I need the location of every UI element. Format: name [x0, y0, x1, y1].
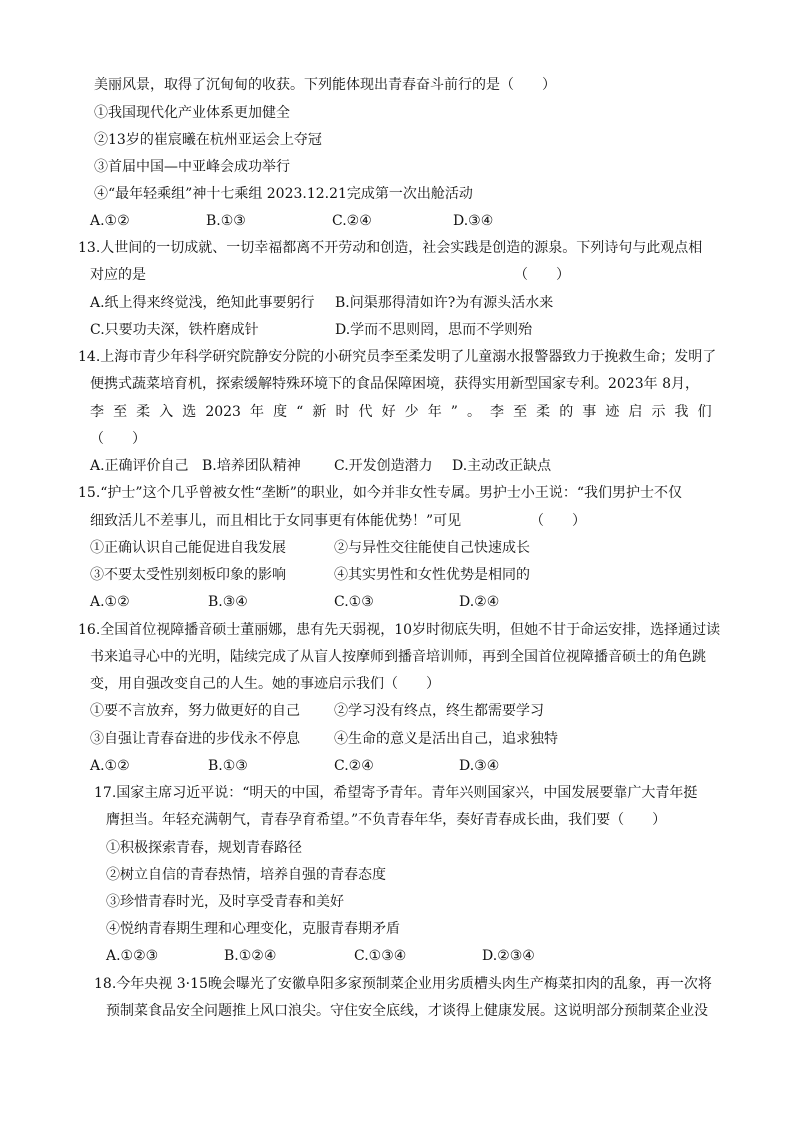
q14-word: 2023	[205, 404, 241, 420]
q15-option-a[interactable]: A.①②	[90, 594, 130, 610]
q16-item-3: ③自强让青春奋进的步伐永不停息	[90, 731, 300, 747]
q16-stem-line-2: 书来追寻心中的光明，陆续完成了从盲人按摩师到播音培训师，再到全国首位视障播音硕士的角色跳	[90, 649, 706, 665]
q16-item-4: ④生命的意义是活出自己，追求独特	[334, 731, 558, 747]
q16-option-a[interactable]: A.①②	[90, 758, 130, 774]
q13-option-d[interactable]: D.学而不思则罔，思而不学则殆	[335, 322, 533, 338]
q12-option-d[interactable]: D.③④	[453, 213, 494, 229]
q12-stem: 美丽风景，取得了沉甸甸的收获。下列能体现出青春奋斗前行的是（ ）	[94, 77, 556, 93]
q14-word: 少	[404, 404, 419, 420]
q17-stem-line-2: 膺担当。年轻充满朝气，青春孕育希望。”不负青春年华，奏好青春成长曲，我们要（ ）	[106, 812, 667, 828]
q13-option-c[interactable]: C.只要功夫深，铁杵磨成针	[90, 322, 259, 338]
q14-word: 好	[381, 404, 396, 420]
q16-item-1: ①要不言放弃，努力做更好的自己	[90, 703, 300, 719]
q14-option-c[interactable]: C.开发创造潜力	[334, 458, 433, 474]
q14-word: 事	[582, 404, 597, 420]
q16-item-2: ②学习没有终点，终生都需要学习	[334, 703, 544, 719]
q14-word: 年	[427, 404, 442, 420]
q15-item-3: ③不要太受性别刻板印象的影响	[90, 567, 286, 583]
q14-option-a[interactable]: A.正确评价自己	[90, 458, 189, 474]
q15-answer-bracket[interactable]: （ ）	[530, 513, 586, 529]
q17-item-2: ②树立自信的青春热情，培养自强的青春态度	[106, 867, 386, 883]
q14-word: “	[296, 404, 304, 420]
q16-option-b[interactable]: B.①③	[208, 758, 248, 774]
q12-item-4: ④“最年轻乘组”神十七乘组 2023.12.21完成第一次出舱活动	[94, 186, 473, 202]
q17-item-1: ①积极探索青春，规划青春路径	[106, 840, 302, 856]
q14-option-d[interactable]: D.主动改正缺点	[452, 458, 552, 474]
q14-stem-line-2: 便携式蔬菜培育机，探索缓解特殊环境下的食品保障困境，获得实用新型国家专利。2023年 8月，	[90, 376, 699, 392]
q14-word: 至	[513, 404, 528, 420]
q14-word: 启	[628, 404, 643, 420]
q12-item-3: ③首届中国—中亚峰会成功举行	[94, 159, 290, 175]
q13-stem-line-1: 13.人世间的一切成就、一切幸福都离不开劳动和创造，社会实践是创造的源泉。下列诗句与此观点相	[78, 240, 703, 256]
q14-word: 示	[651, 404, 666, 420]
q13-answer-bracket[interactable]: （ ）	[514, 267, 570, 283]
q13-option-a[interactable]: A.纸上得来终觉浅，绝知此事要躬行	[90, 295, 315, 311]
q14-word: 入	[159, 404, 174, 420]
q17-option-d[interactable]: D.②③④	[482, 948, 535, 964]
q15-item-1: ①正确认识自己能促进自我发展	[90, 540, 286, 556]
q13-stem-line-2: 对应的是	[90, 267, 146, 283]
q14-word: 新	[312, 404, 327, 420]
q14-word: 选	[182, 404, 197, 420]
q14-word: 的	[559, 404, 574, 420]
q14-word: 李	[90, 404, 104, 420]
q15-option-b[interactable]: B.③④	[208, 594, 248, 610]
q17-stem-line-1: 17.国家主席习近平说：“明天的中国，希望寄予青年。青年兴则国家兴，中国发展要靠广大青年挺	[94, 785, 698, 801]
q14-word: 柔	[136, 404, 151, 420]
q17-item-3: ③珍惜青春时光，及时享受青春和美好	[106, 894, 344, 910]
q14-word: 迹	[605, 404, 620, 420]
q14-word: 至	[113, 404, 128, 420]
q14-word: 度	[273, 404, 288, 420]
q17-option-b[interactable]: B.①②④	[224, 948, 277, 964]
q12-item-2: ②13岁的崔宸曦在杭州亚运会上夺冠	[94, 132, 322, 148]
q14-word: 。	[466, 404, 481, 420]
q14-word: 时	[335, 404, 350, 420]
q14-answer-bracket[interactable]: （ ）	[90, 431, 146, 447]
q12-option-a[interactable]: A.①②	[90, 213, 130, 229]
q18-stem-line-2: 预制菜食品安全问题推上风口浪尖。守住安全底线，才谈得上健康发展。这说明部分预制菜企业没	[106, 1003, 708, 1019]
q16-stem-line-1: 16.全国首位视障播音硕士董丽娜，患有先天弱视，10岁时彻底失明，但她不甘于命运安排，选择通过读	[78, 622, 721, 638]
q16-option-c[interactable]: C.②④	[334, 758, 374, 774]
q17-option-c[interactable]: C.①③④	[354, 948, 407, 964]
q13-option-b[interactable]: B.问渠那得清如许?为有源头活水来	[335, 295, 554, 311]
q14-option-b[interactable]: B.培养团队精神	[202, 458, 301, 474]
q14-word: 们	[697, 404, 712, 420]
q17-option-a[interactable]: A.①②③	[106, 948, 159, 964]
q12-option-b[interactable]: B.①③	[206, 213, 246, 229]
q15-stem-line-1: 15.“护士”这个几乎曾被女性“垄断”的职业，如今并非女性专属。男护士小王说：“我们男护士不仅	[78, 485, 683, 501]
q18-stem-line-1: 18.今年央视 3·15晚会曝光了安徽阜阳多家预制菜企业用劣质槽头肉生产梅菜扣肉的乱象，再一次将	[94, 976, 712, 992]
q14-word: ”	[450, 404, 458, 420]
q16-stem-line-3: 变，用自强改变自己的人生。她的事迹启示我们（ ）	[90, 676, 440, 692]
q14-word: 代	[358, 404, 373, 420]
q15-option-c[interactable]: C.①③	[334, 594, 374, 610]
q15-item-2: ②与异性交往能使自己快速成长	[334, 540, 530, 556]
q14-stem-line-3	[90, 402, 712, 422]
q15-item-4: ④其实男性和女性优势是相同的	[334, 567, 530, 583]
q15-option-d[interactable]: D.②④	[459, 594, 500, 610]
q14-word: 年	[250, 404, 265, 420]
q14-word: 我	[674, 404, 689, 420]
q17-item-4: ④悦纳青春期生理和心理变化，克服青春期矛盾	[106, 921, 400, 937]
q16-option-d[interactable]: D.③④	[459, 758, 500, 774]
q14-word: 李	[490, 404, 505, 420]
q14-stem-line-1: 14.上海市青少年科学研究院静安分院的小研究员李至柔发明了儿童溺水报警器致力于挽救生命；发明了	[78, 349, 717, 365]
q12-item-1: ①我国现代化产业体系更加健全	[94, 105, 290, 121]
q15-stem-line-2: 细致活儿不差事儿，而且相比于女同事更有体能优势！”可见	[90, 513, 462, 529]
q14-word: 柔	[536, 404, 551, 420]
q12-option-c[interactable]: C.②④	[332, 213, 372, 229]
